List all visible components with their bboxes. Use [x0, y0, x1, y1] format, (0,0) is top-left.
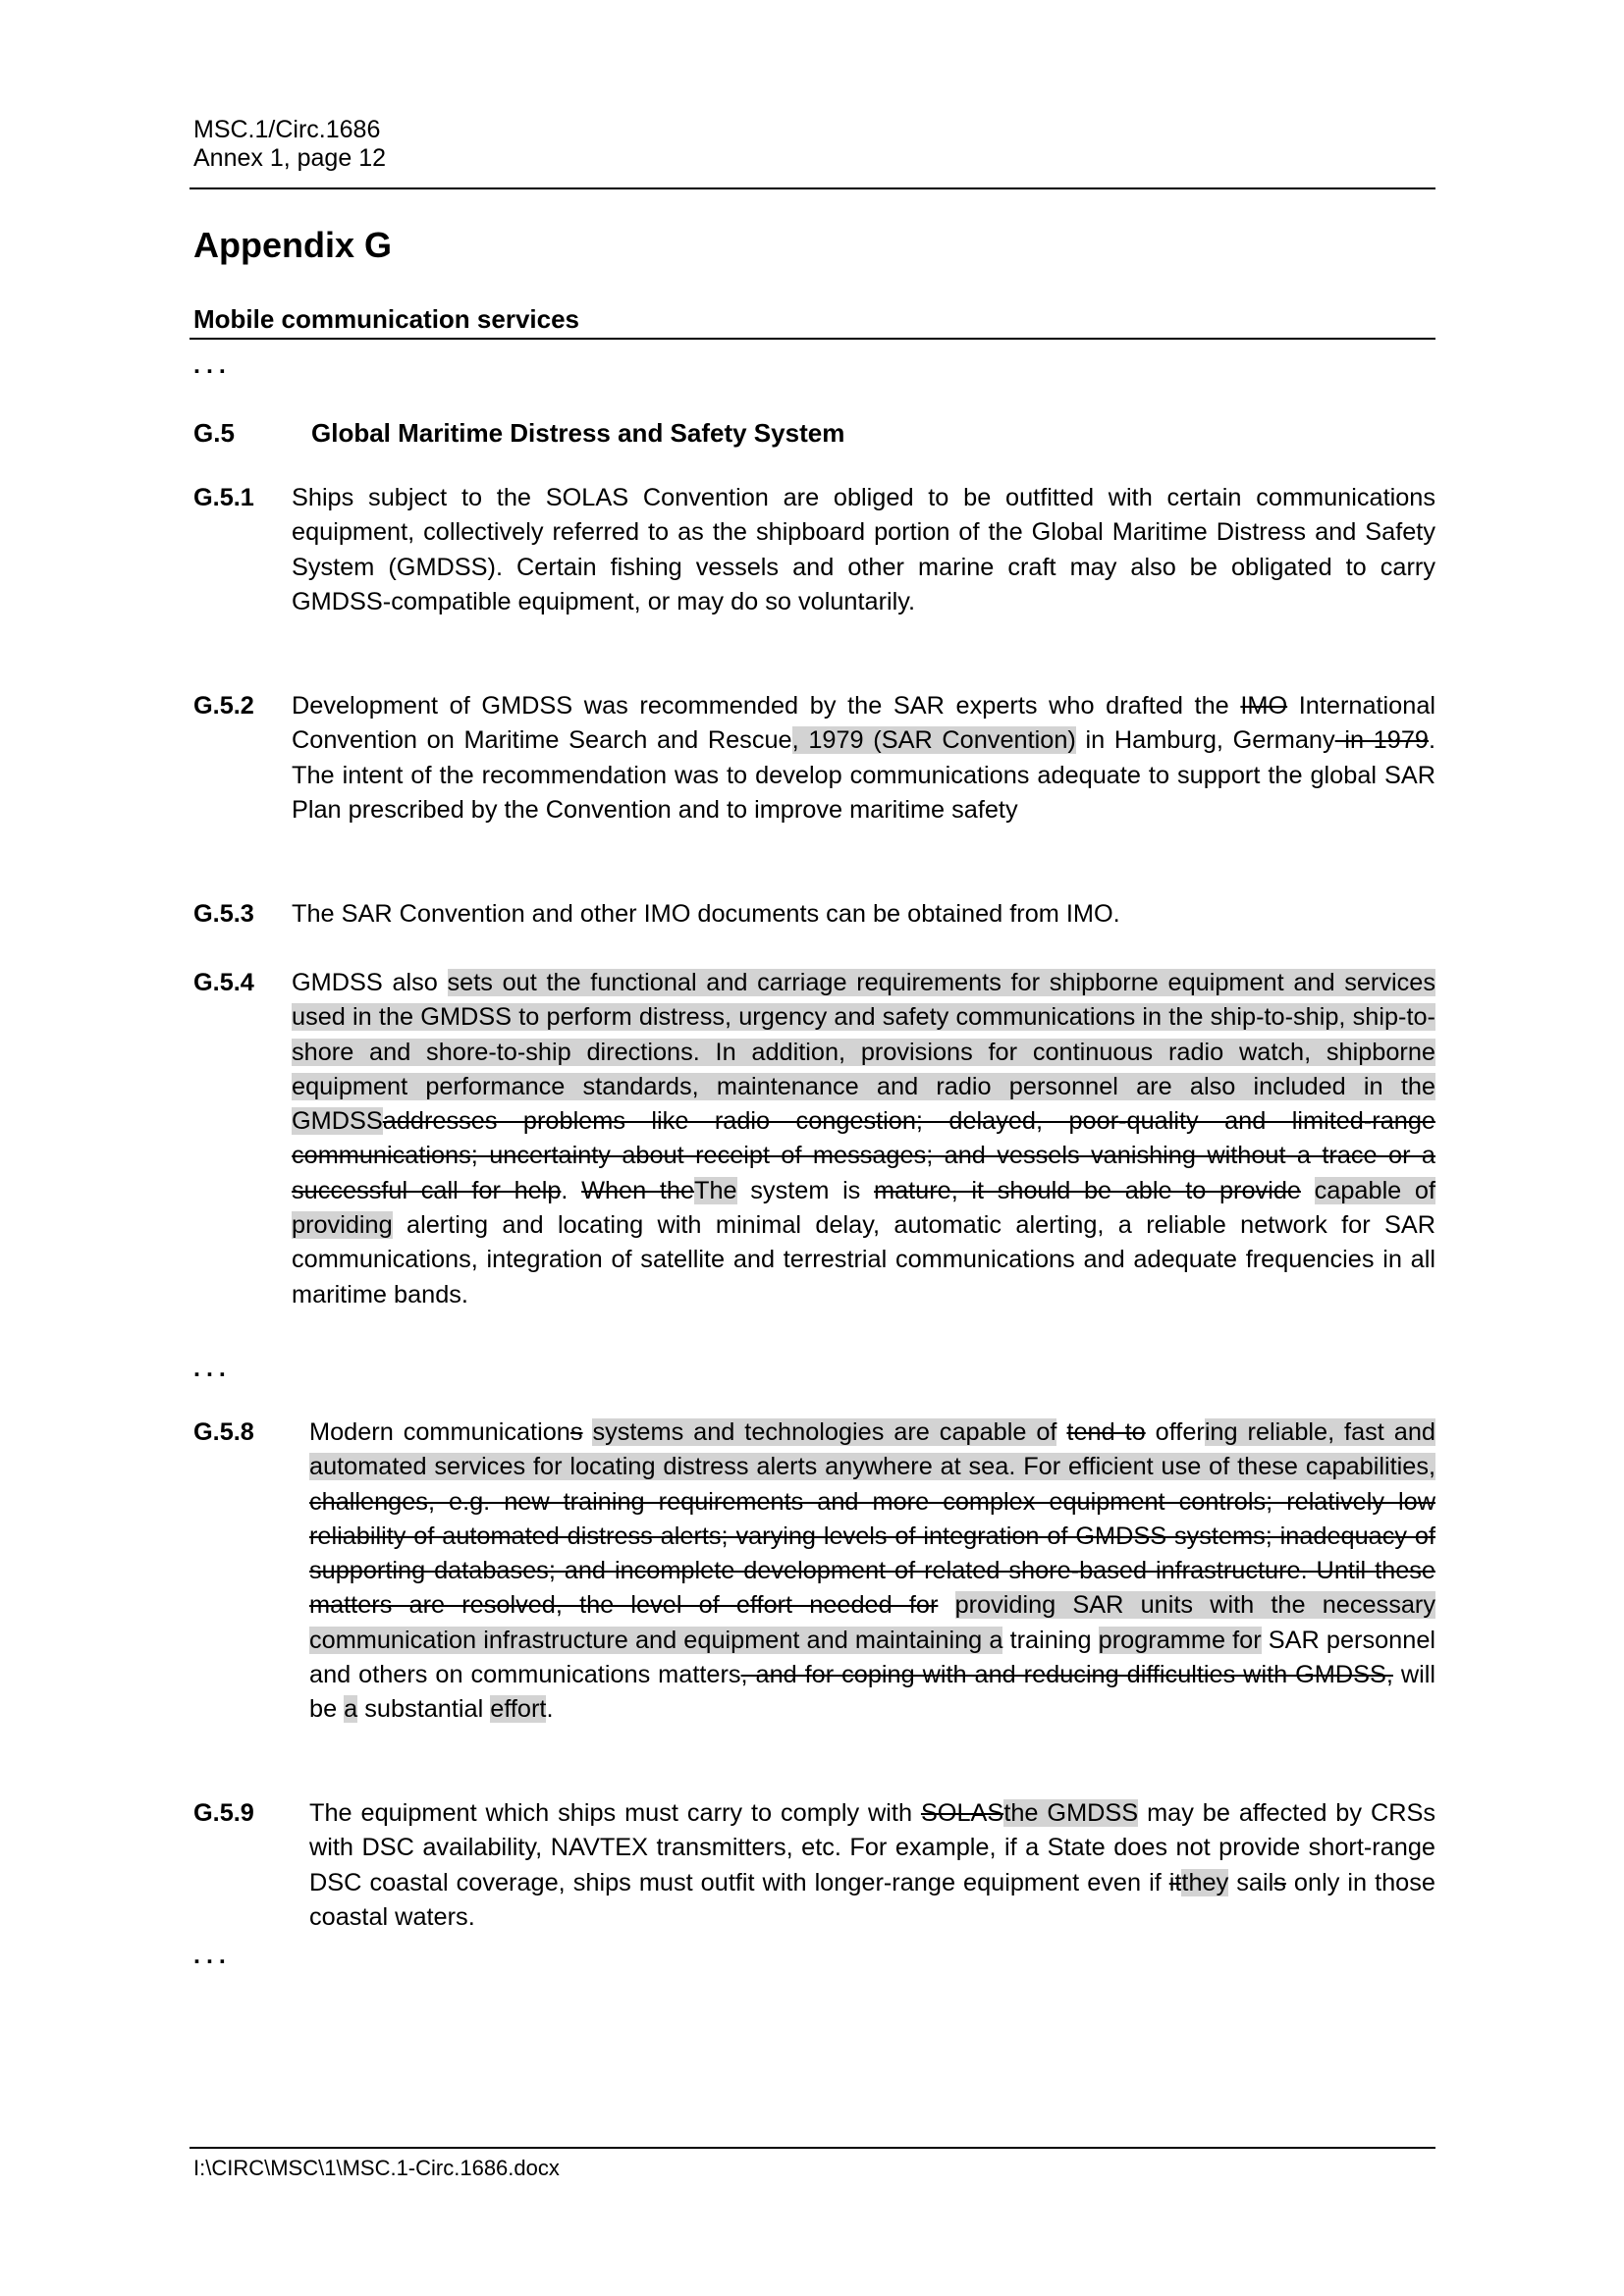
text-run: in Hamburg, Germany	[1075, 726, 1335, 755]
paragraph-g-5-1	[193, 481, 1435, 619]
document-reference: MSC.1/Circ.1686	[193, 116, 381, 143]
deleted-text: it	[1168, 1868, 1182, 1896]
inserted-text: The	[694, 1176, 737, 1204]
paragraph-g-5-8	[193, 1415, 1435, 1728]
page-reference: Annex 1, page 12	[193, 144, 386, 172]
inserted-text: sets out the functional and carriage requirements for shipborne equipment and services used in the GMDSS to perform distress, urgency and safety communications in the ship-to-ship, ship-to-shore and shore-to-ship directions. In addition, provisions for continuous radio watch, shipborne equipment performance standards, maintenance and radio personnel are also included in the GMDSS	[292, 969, 1435, 1136]
paragraph-g-5-9	[193, 1796, 1435, 1935]
paragraph-body	[309, 1796, 1435, 1935]
text-run: only in those coastal waters.	[309, 1868, 1435, 1931]
deleted-text: s	[1273, 1868, 1286, 1896]
text-run: training	[1002, 1626, 1099, 1654]
header-rule	[189, 187, 1435, 189]
text-run: . The intent of the recommendation was to develop communications adequate to support the global SAR Plan prescribed by the Convention and to improve maritime safety	[292, 726, 1435, 824]
chapter-title: Mobile communication services	[193, 304, 580, 334]
paragraph-number: G.5.2	[193, 692, 254, 720]
text-run: Modern communication	[309, 1418, 570, 1446]
text-run: alerting and locating with minimal delay, automatic alerting, a reliable network for SAR communications, integration of satellite and terrestrial communications and adequate frequencies in all maritime bands.	[292, 1211, 1435, 1308]
inserted-text: a	[344, 1695, 358, 1724]
deleted-text: When the	[581, 1176, 695, 1204]
deleted-text: IMO	[1240, 692, 1288, 720]
text-run: The SAR Convention and other IMO documents can be obtained from IMO.	[292, 900, 1120, 928]
deleted-text: addresses problems like radio congestion; delayed, poor-quality and limited-range communications; uncertainty about receipt of messages; and vessels vanishing without a trace or a successful call for help	[292, 1107, 1435, 1204]
text-run	[938, 1591, 954, 1619]
paragraph-body	[292, 966, 1435, 1312]
paragraph-g-5-2	[193, 689, 1435, 828]
text-run: The equipment which ships must carry to comply with	[309, 1799, 921, 1827]
text-run: GMDSS also	[292, 969, 448, 996]
deleted-text: mature, it should be able to provide	[874, 1176, 1301, 1204]
text-run: .	[561, 1176, 582, 1204]
section-title: Global Maritime Distress and Safety System	[311, 418, 845, 448]
deleted-text: in 1979	[1334, 726, 1429, 755]
text-run: offer	[1145, 1418, 1205, 1446]
paragraph-g-5-4	[193, 966, 1435, 1312]
inserted-text: the GMDSS	[1003, 1799, 1139, 1827]
inserted-text: ing reliable, fast and automated services for locating distress alerts anywhere at sea. For efficient use of these capabilities,	[309, 1418, 1435, 1481]
paragraph-number: G.5.1	[193, 484, 254, 511]
footer-rule	[189, 2147, 1435, 2149]
inserted-text: systems and technologies are capable of	[592, 1418, 1057, 1446]
paragraph-body	[292, 481, 1435, 619]
footer-file-path: I:\CIRC\MSC\1\MSC.1-Circ.1686.docx	[193, 2156, 560, 2180]
omission-ellipsis: ...	[193, 351, 232, 379]
deleted-text: s	[569, 1418, 583, 1446]
text-run: substantial	[357, 1695, 491, 1724]
paragraph-number: G.5.4	[193, 969, 254, 996]
paragraph-g-5-3	[193, 897, 1435, 932]
inserted-text: capable of providing	[292, 1176, 1436, 1240]
text-run: Ships subject to the SOLAS Convention are obliged to be outfitted with certain communications equipment, collectively referred to as the shipboard portion of the Global Maritime Distress and Safety System (GMDSS). Certain fishing vessels and other marine craft may also be obligated to carry GMDSS-compatible equipment, or may do so voluntarily.	[292, 484, 1435, 615]
paragraph-body	[292, 897, 1435, 932]
inserted-text: providing SAR units with the necessary communication infrastructure and equipment and maintaining a	[309, 1591, 1435, 1654]
paragraph-body	[309, 1415, 1435, 1728]
paragraph-number: G.5.9	[193, 1799, 254, 1827]
text-run	[1301, 1177, 1315, 1204]
omission-ellipsis: ...	[193, 1355, 232, 1382]
deleted-text: SOLAS	[920, 1799, 1004, 1827]
text-run: system is	[736, 1176, 874, 1204]
deleted-text: , and for coping with and reducing difficulties with GMDSS,	[740, 1661, 1393, 1689]
paragraph-number: G.5.3	[193, 900, 254, 928]
text-run: International Convention on Maritime Search and Rescue	[292, 692, 1436, 755]
deleted-text: tend to	[1066, 1418, 1146, 1446]
text-run: Development of GMDSS was recommended by the SAR experts who drafted the	[292, 692, 1241, 720]
inserted-text: effort	[490, 1695, 547, 1724]
deleted-text: challenges, e.g. new training requirements and more complex equipment controls; relatively low reliability of automated distress alerts; varying levels of integration of GMDSS systems; inadequacy of supporting databases; and incomplete development of related shore-based infrastructure. Until these matters are resolved, the level of effort needed for	[309, 1487, 1435, 1620]
text-run: .	[546, 1695, 554, 1724]
appendix-title: Appendix G	[193, 225, 393, 265]
text-run	[1056, 1418, 1066, 1446]
text-run	[583, 1418, 593, 1446]
paragraph-number: G.5.8	[193, 1418, 254, 1446]
running-header	[193, 116, 1435, 173]
inserted-text: programme for	[1098, 1626, 1262, 1654]
text-run: will be	[309, 1661, 1435, 1724]
text-run: sail	[1228, 1868, 1274, 1896]
section-number: G.5	[193, 418, 235, 448]
text-run: may be affected by CRSs with DSC availability, NAVTEX transmitters, etc. For example, if a State does not provide short-range DSC coastal coverage, ships must outfit with longer-range equipment even if	[309, 1799, 1436, 1896]
chapter-title-rule	[189, 338, 1435, 340]
paragraph-body	[292, 689, 1435, 828]
text-run: SAR personnel and others on communications matters	[309, 1626, 1436, 1689]
omission-ellipsis: ...	[193, 1942, 232, 1969]
inserted-text: , 1979 (SAR Convention)	[791, 726, 1076, 755]
inserted-text: they	[1181, 1868, 1229, 1896]
